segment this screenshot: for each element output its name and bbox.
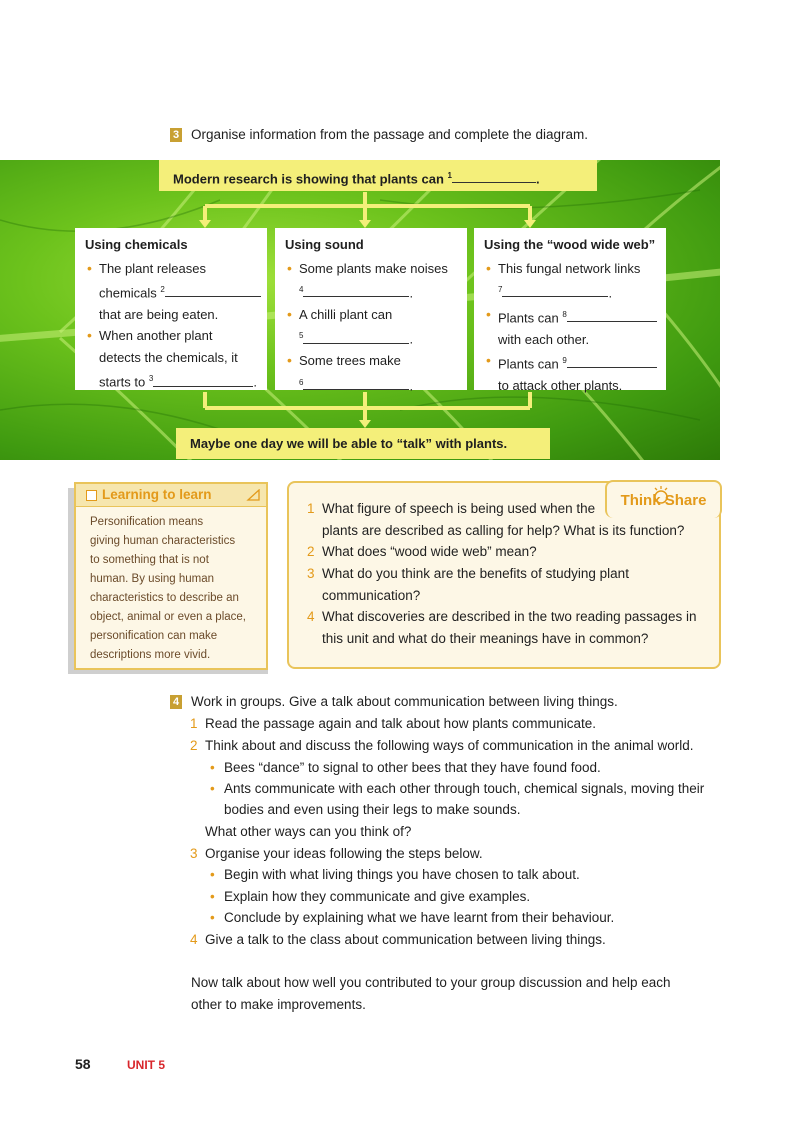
task3-badge: 3 (170, 128, 182, 142)
question-number: 2 (307, 544, 315, 559)
task4-step1: Read the passage again and talk about how plants communicate. (205, 716, 597, 731)
bullet-icon: • (210, 867, 215, 882)
step-number: 2 (190, 738, 198, 753)
bullet-icon: • (210, 760, 215, 775)
bullet-icon: • (486, 305, 491, 322)
bullet-icon: • (210, 889, 215, 904)
lightbulb-icon (652, 485, 670, 507)
question-line: plants are described as calling for help? What is its function? (322, 523, 685, 538)
learning-header (76, 484, 266, 507)
card-title: Using sound (285, 237, 364, 252)
card-line: • When another plant (75, 325, 267, 347)
card-line: • A chilli plant can (275, 304, 467, 326)
card-sound (275, 228, 467, 393)
top-box-text: Modern research is showing that plants can (173, 171, 448, 187)
card-line: with each other. (498, 331, 590, 347)
learning-line: characteristics to describe an (90, 592, 239, 604)
blank-7[interactable] (502, 283, 608, 297)
reflection-line: Now talk about how well you contributed to your group discussion and help each (191, 975, 671, 990)
learning-line: Personification means (90, 516, 204, 528)
question-line: What discoveries are described in the two reading passages in (322, 609, 697, 624)
blank-8[interactable] (567, 308, 657, 322)
step-number: 4 (190, 932, 198, 947)
card-chemicals (75, 228, 267, 390)
learning-line: descriptions more vivid. (90, 649, 211, 661)
question-line: What does “wood wide web” mean? (322, 544, 537, 559)
learning-line: human. By using human (90, 573, 215, 585)
card-line: • The plant releases (75, 258, 267, 280)
top-box-end: . (535, 171, 540, 187)
learning-body (76, 507, 266, 665)
task4-instruction: Work in groups. Give a talk about communication between living things. (191, 694, 618, 709)
bullet-icon: • (87, 259, 92, 276)
blank-9[interactable] (567, 354, 657, 368)
blank-6[interactable] (303, 376, 409, 390)
corner-triangle-icon (246, 489, 260, 501)
task4-badge: 4 (170, 695, 182, 709)
card-line: • This fungal network links (474, 258, 666, 280)
card-line: that are being eaten. (99, 306, 219, 322)
card-line: $^7$ . (498, 285, 613, 301)
question-line: What figure of speech is being used when the (322, 501, 596, 516)
bullet-icon: • (210, 781, 215, 796)
question-number: 1 (307, 501, 315, 516)
bullet-icon: • (287, 352, 292, 369)
unit-label: UNIT 5 (127, 1058, 166, 1072)
card-wood-wide-web (474, 228, 666, 393)
bullet-icon: • (210, 910, 215, 925)
blank-5[interactable] (303, 330, 409, 344)
card-line: $^5$ . (299, 331, 414, 347)
think-share-title: Think Share (620, 492, 707, 509)
top-box-sup: 1 (447, 171, 452, 180)
bullet-icon: • (486, 352, 491, 369)
bullet-icon: • (87, 327, 92, 344)
step3-bullet: Begin with what living things you have chosen to talk about. (224, 867, 580, 882)
task4-step4: Give a talk to the class about communication between living things. (205, 932, 606, 947)
card-line: • Plants can $^8$ (474, 304, 666, 329)
task4-step2: Think about and discuss the following ways of communication in the animal world. (205, 738, 694, 753)
task4-step3: Organise your ideas following the steps below. (205, 846, 483, 861)
card-line: detects the chemicals, it (99, 349, 238, 365)
learning-line: personification can make (90, 630, 218, 642)
step2-after: What other ways can you think of? (205, 824, 412, 839)
reflection-line: other to make improvements. (191, 997, 366, 1012)
bullet-icon: • (287, 305, 292, 322)
card-line: • Plants can $^9$ (474, 350, 666, 375)
blank-4[interactable] (303, 283, 409, 297)
task3-instruction: Organise information from the passage and complete the diagram. (191, 127, 588, 142)
step2-bullet: Bees “dance” to signal to other bees that they have found food. (224, 760, 601, 775)
bullet-icon: • (287, 259, 292, 276)
question-line: communication? (322, 588, 421, 603)
card-line: chemicals $^2$ (75, 279, 267, 304)
question-line: What do you think are the benefits of studying plant (322, 566, 629, 581)
page-number: 58 (75, 1056, 91, 1072)
learning-title: Learning to learn (102, 487, 212, 502)
step-number: 1 (190, 716, 198, 731)
checkbox-icon (86, 490, 97, 501)
learning-line: object, animal or even a place, (90, 611, 246, 623)
step2-bullet-cont: bodies and even using their legs to make sounds. (224, 802, 521, 817)
learning-line: to something that is not (90, 554, 209, 566)
card-line: • Some plants make noises (275, 258, 467, 280)
question-number: 4 (307, 609, 315, 624)
diagram-top-box (159, 160, 597, 191)
step3-bullet: Conclude by explaining what we have learnt from their behaviour. (224, 910, 615, 925)
step2-bullet: Ants communicate with each other through touch, chemical signals, moving their (224, 781, 705, 796)
card-line: $^4$ . (299, 285, 414, 301)
learning-line: giving human characteristics (90, 535, 236, 547)
step3-bullet: Explain how they communicate and give examples. (224, 889, 531, 904)
card-line: $^6$ . (299, 377, 414, 393)
card-line: • Some trees make (275, 350, 467, 372)
learning-to-learn-box (74, 482, 268, 670)
card-line: starts to $^3$ . (99, 374, 257, 390)
question-line: this unit and what do their meanings have in common? (322, 631, 649, 646)
diagram-bottom-box: Maybe one day we will be able to “talk” with plants. (176, 428, 550, 459)
blank-2[interactable] (165, 283, 261, 297)
card-title: Using the “wood wide web” (484, 237, 656, 252)
question-number: 3 (307, 566, 315, 581)
card-line: to attack other plants. (498, 377, 623, 393)
bullet-icon: • (486, 259, 491, 276)
card-title: Using chemicals (85, 237, 188, 252)
blank-3[interactable] (153, 373, 253, 387)
step-number: 3 (190, 846, 198, 861)
blank-1[interactable] (452, 169, 536, 183)
